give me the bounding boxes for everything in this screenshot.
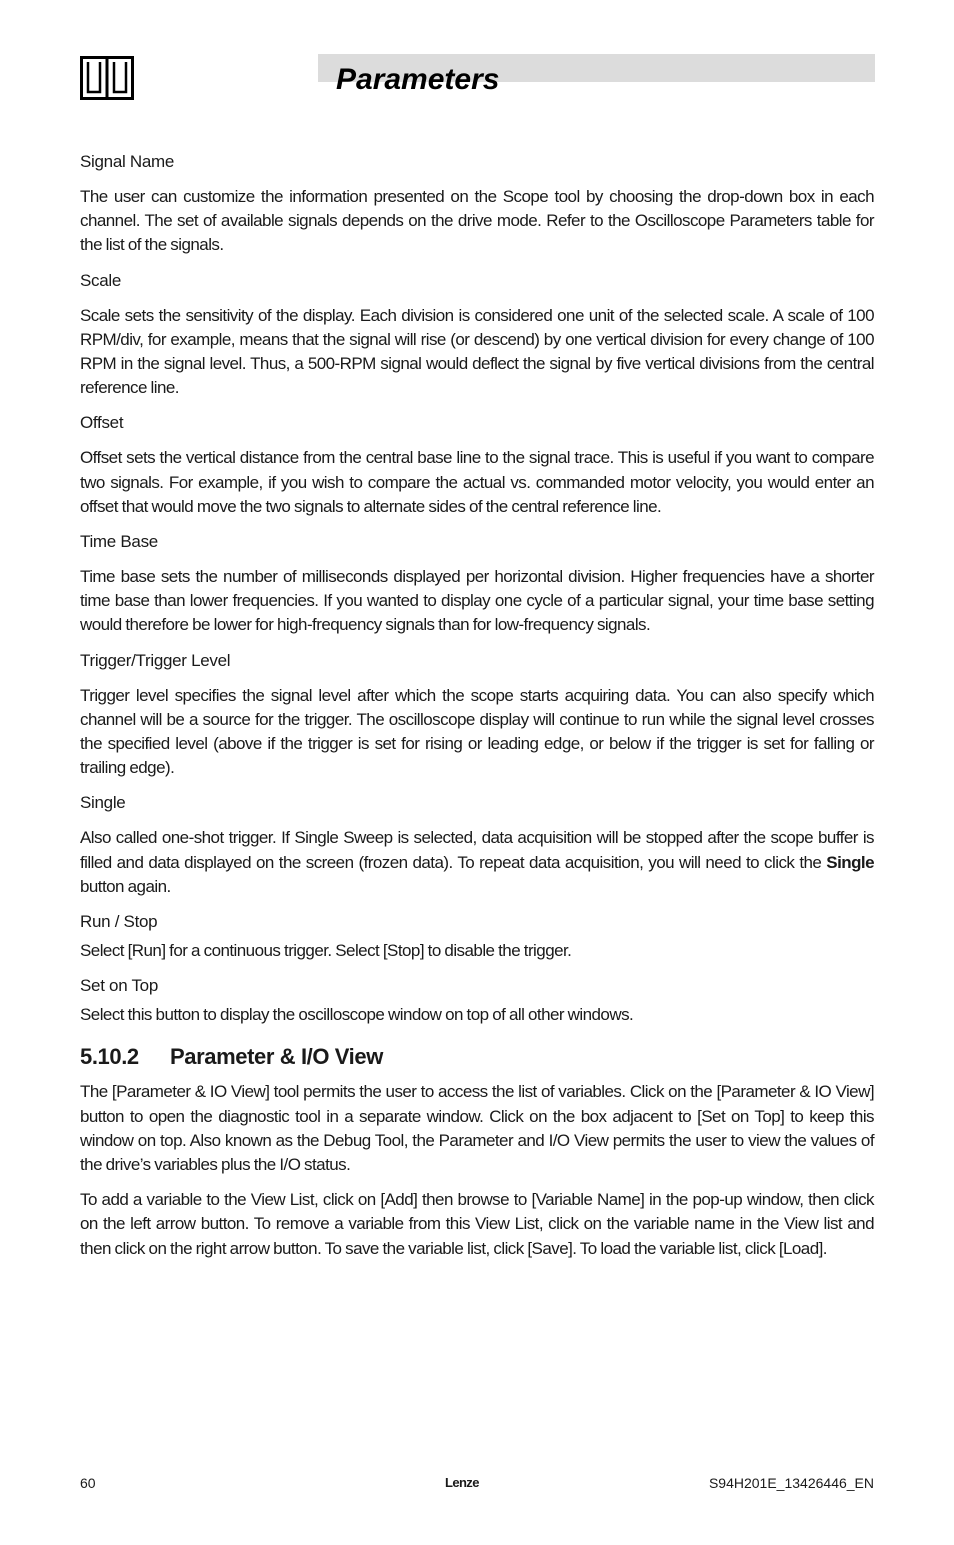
paragraph-parameter-io-view-1: The [Parameter & IO View] tool permits the user to access the list of variables. Click on the [Parameter & IO View] button to open the diagnostic tool in a separate window. Click on the box adjacent to [Set on Top] to keep this window on top. Also known as the Debug Tool, the Parameter and I/O View permits the user to view the values of the drive’s variables plus the I/O status.	[80, 1082, 874, 1175]
paragraph-set-on-top: Select this button to display the oscilloscope window on top of all other windows.	[80, 1005, 634, 1025]
subheading-time-base: Time Base	[80, 532, 158, 552]
paragraph-single-text-before: Also called one-shot trigger. If Single Sweep is selected, data acquisition will be stopped after the scope buffer is filled and data displayed on the screen (frozen data). To repeat data acquisition, you will need to click the	[80, 828, 874, 872]
page-number: 60	[80, 1475, 96, 1491]
subheading-signal-name: Signal Name	[80, 152, 175, 171]
page-title: Parameters	[336, 63, 500, 96]
section-title: Parameter & I/O View	[170, 1044, 383, 1070]
paragraph-signal-name: The user can customize the information presented on the Scope tool by choosing the drop-down box in each channel. The set of available signals depends on the drive mode. Refer to the Oscilloscope Parameters table for the list of the signals.	[80, 187, 874, 255]
paragraph-trigger-level: Trigger level specifies the signal level after which the scope starts acquiring data. You can also specify which channel will be a source for the trigger. The oscilloscope display will continue to run while the signal level crosses the specified level (above if the trigger is set for rising or leading edge, or below if the trigger is set for falling or trailing edge).	[80, 685, 874, 778]
section-number: 5.10.2	[80, 1044, 139, 1070]
brand-logo: Lenze	[445, 1475, 479, 1490]
section-heading	[80, 1043, 874, 1071]
paragraph-run-stop: Select [Run] for a continuous trigger. Select [Stop] to disable the trigger.	[80, 941, 572, 961]
page-footer	[80, 1473, 874, 1493]
paragraph-offset: Offset sets the vertical distance from the central base line to the signal trace. This is useful if you want to compare two signals. For example, if you wish to compare the actual vs. commanded motor velocity, you would enter an offset that would move the two signals to alternate sides of the central reference line.	[80, 448, 874, 516]
paragraph-time-base: Time base sets the number of milliseconds displayed per horizontal division. Higher frequencies have a shorter time base than lower frequencies. If you wanted to display one cycle of a particular signal, your time base setting would therefore be lower for high-frequency signals than for low-frequency signals.	[80, 567, 874, 635]
book-icon	[80, 56, 134, 100]
document-id: S94H201E_13426446_EN	[708, 1475, 874, 1491]
paragraph-scale: Scale sets the sensitivity of the display. Each division is considered one unit of the selected scale. A scale of 100 RPM/div, for example, means that the signal will rise (or descend) by one vertical division for every change of 100 RPM in the signal level. Thus, a 500-RPM signal would deflect the signal by five vertical divisions from the central reference line.	[80, 305, 874, 398]
document-body	[80, 150, 874, 1272]
subheading-set-on-top: Set on Top	[80, 976, 158, 996]
subheading-run-stop: Run / Stop	[80, 912, 158, 932]
subheading-single: Single	[80, 793, 126, 813]
subheading-trigger-level: Trigger/Trigger Level	[80, 650, 231, 670]
subheading-offset: Offset	[80, 413, 124, 433]
paragraph-single	[80, 826, 874, 899]
paragraph-single-text-after: button again.	[80, 876, 171, 896]
subheading-scale: Scale	[80, 270, 122, 290]
paragraph-parameter-io-view-2: To add a variable to the View List, click on [Add] then browse to [Variable Name] in the pop-up window, then click on the left arrow button. To remove a variable from this View List, click on the variable name in the View list and then click on the right arrow button. To save the variable list, click [Save]. To load the variable list, click [Load].	[80, 1190, 874, 1258]
paragraph-single-bold: Single	[826, 852, 874, 872]
